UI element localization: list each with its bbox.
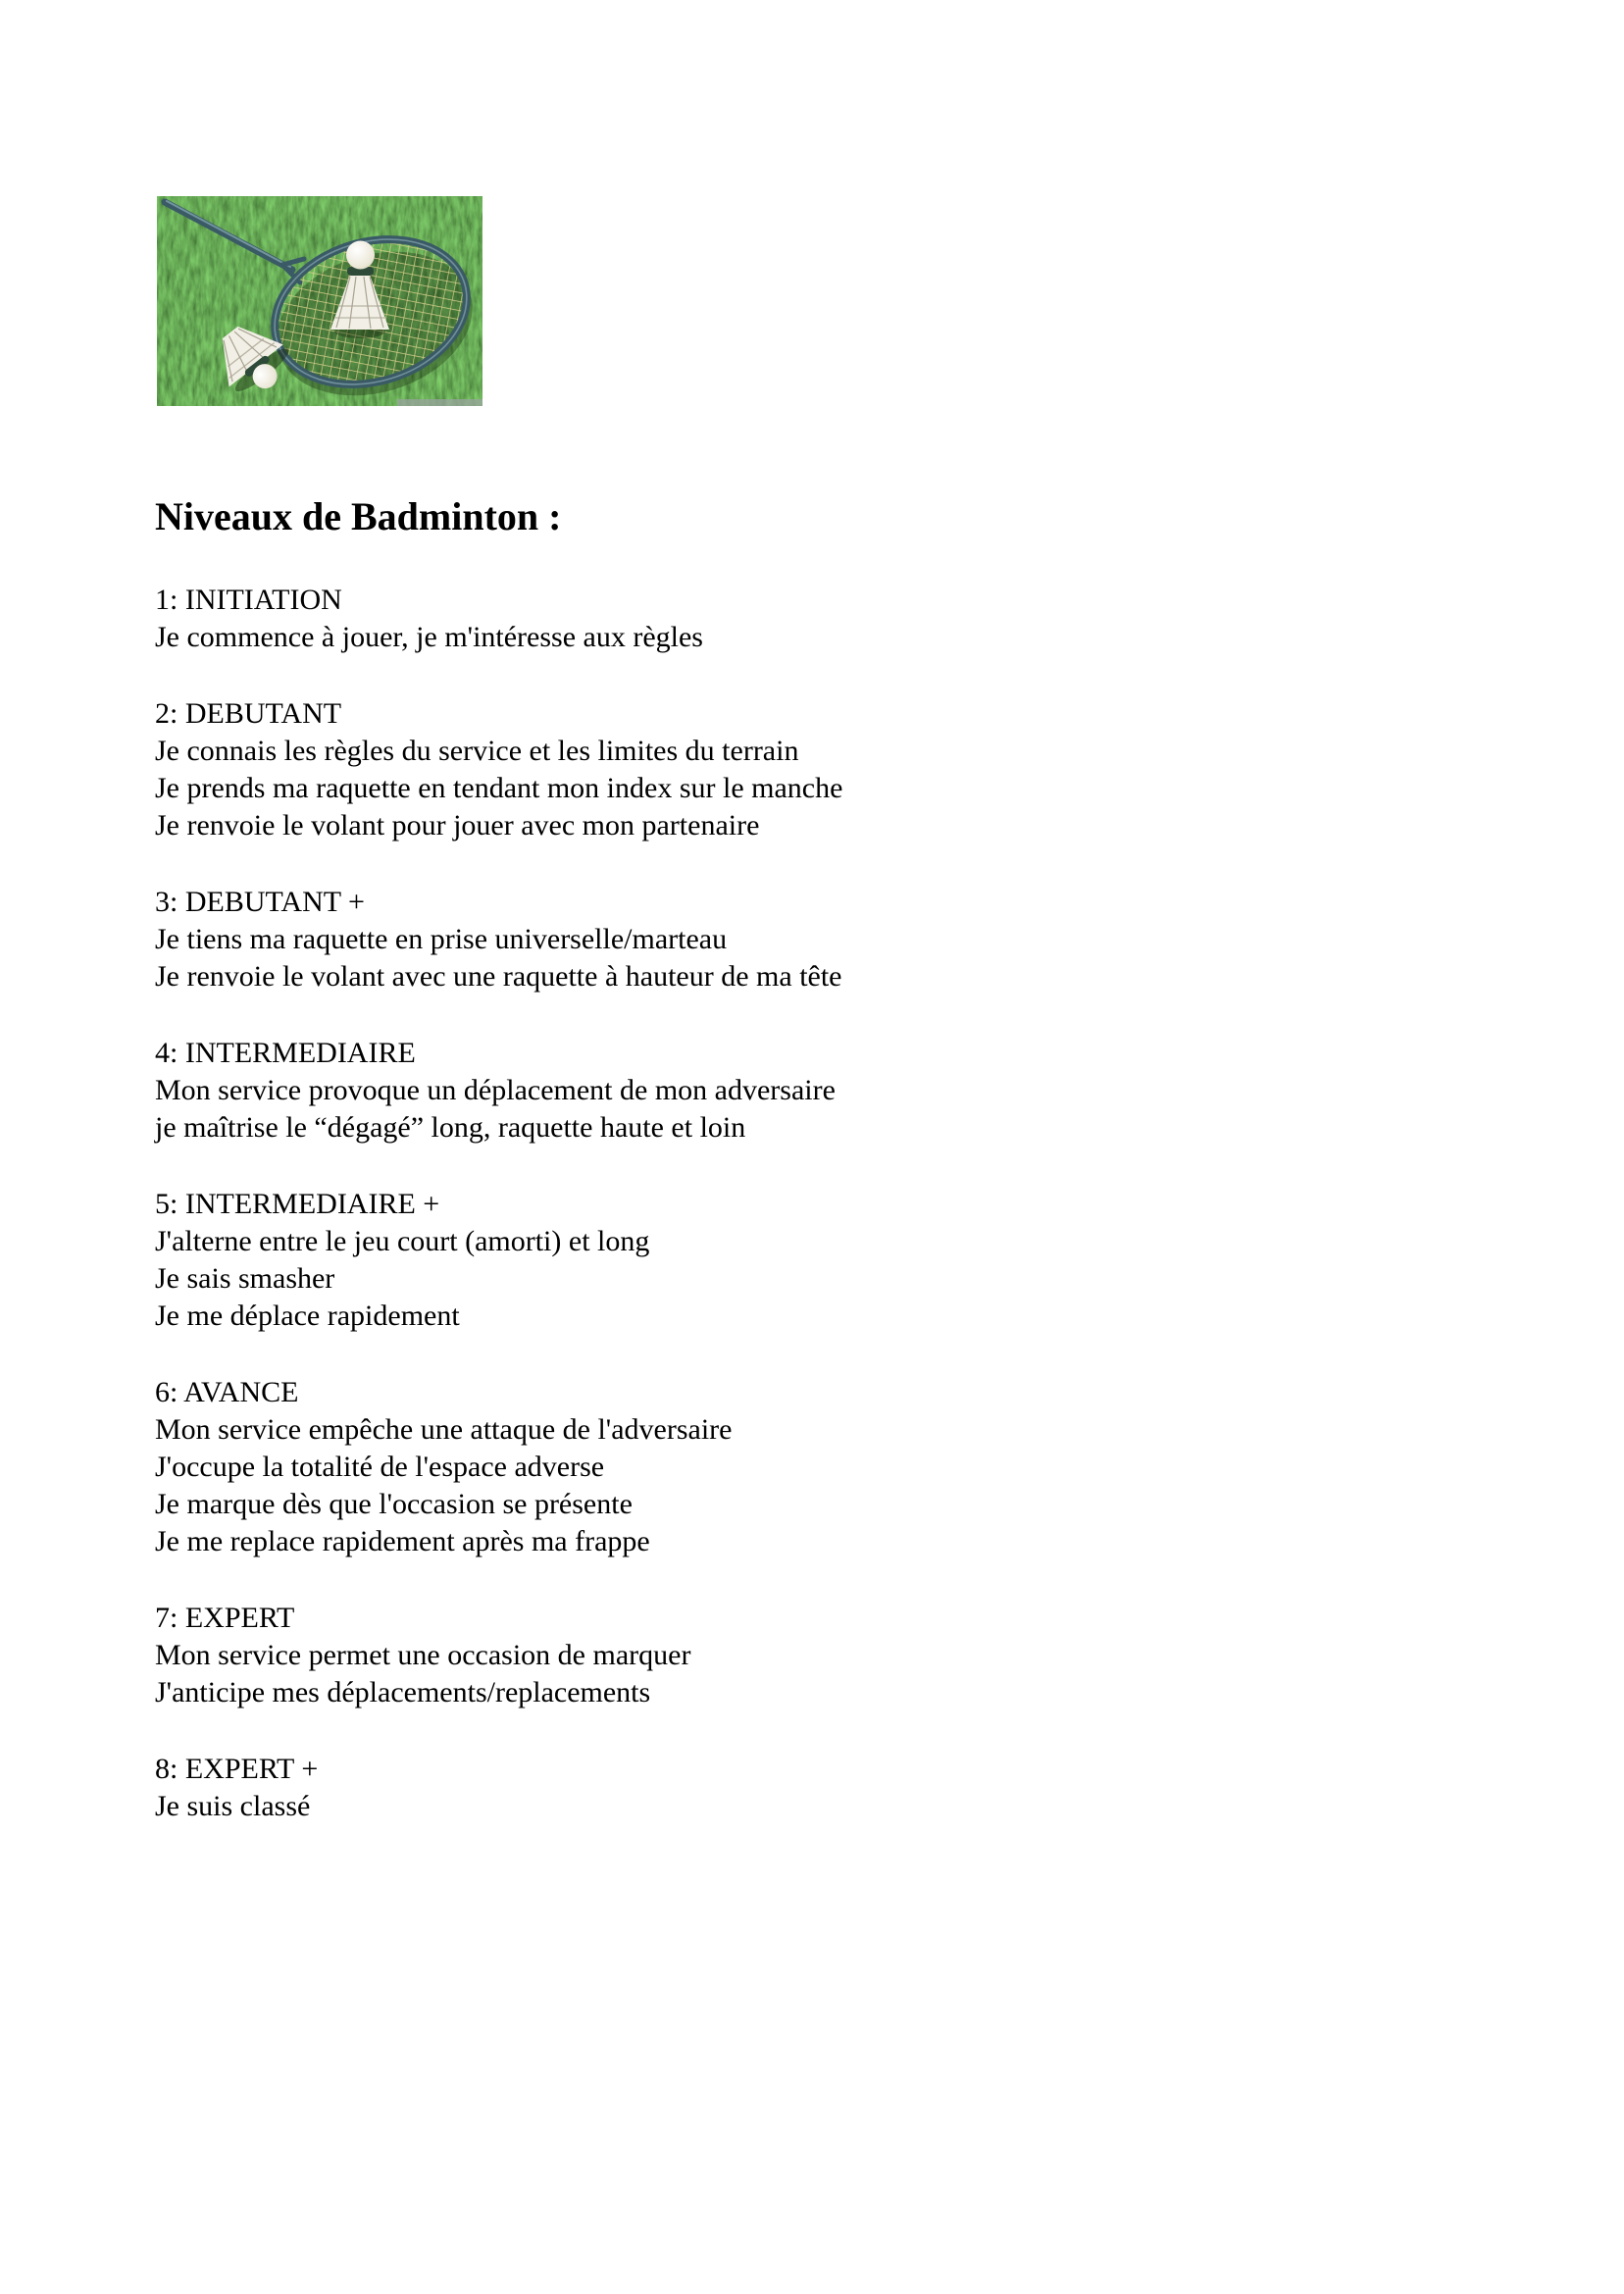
level-line: je maîtrise le “dégagé” long, raquette haute et loin: [155, 1111, 746, 1144]
level-line: Je me déplace rapidement: [155, 1300, 460, 1332]
level-section-3: [155, 884, 1234, 995]
level-heading: 1: INITIATION: [155, 584, 342, 616]
level-section-1: [155, 582, 1234, 656]
level-section-7: [155, 1600, 1234, 1711]
level-line: Je marque dès que l'occasion se présente: [155, 1488, 633, 1520]
level-section-4: [155, 1035, 1234, 1147]
level-heading: 3: DEBUTANT +: [155, 886, 365, 918]
level-line: Je prends ma raquette en tendant mon index sur le manche: [155, 772, 843, 804]
level-line: J'alterne entre le jeu court (amorti) et long: [155, 1225, 650, 1257]
level-line: Je connais les règles du service et les limites du terrain: [155, 735, 799, 767]
level-heading: 7: EXPERT: [155, 1602, 295, 1634]
level-section-5: [155, 1186, 1234, 1335]
document-body: [155, 495, 1234, 1864]
level-heading: 5: INTERMEDIAIRE +: [155, 1188, 440, 1220]
level-section-2: [155, 695, 1234, 844]
badminton-photo: [157, 196, 482, 406]
photo-edge-strip: [397, 399, 482, 406]
level-heading: 4: INTERMEDIAIRE: [155, 1037, 416, 1069]
page-title: Niveaux de Badminton :: [155, 494, 562, 538]
level-line: Je commence à jouer, je m'intéresse aux règles: [155, 621, 703, 653]
level-heading: 8: EXPERT +: [155, 1753, 319, 1785]
level-line: Je me replace rapidement après ma frappe: [155, 1525, 650, 1557]
level-line: Mon service empêche une attaque de l'adversaire: [155, 1413, 733, 1446]
level-line: J'anticipe mes déplacements/replacements: [155, 1676, 651, 1708]
level-heading: 6: AVANCE: [155, 1376, 299, 1408]
level-line: J'occupe la totalité de l'espace adverse: [155, 1451, 605, 1483]
level-line: Je suis classé: [155, 1790, 311, 1822]
level-line: Mon service permet une occasion de marquer: [155, 1639, 691, 1671]
level-line: Je sais smasher: [155, 1262, 335, 1295]
level-line: Je renvoie le volant avec une raquette à hauteur de ma tête: [155, 960, 842, 993]
level-section-8: [155, 1751, 1234, 1825]
level-line: Mon service provoque un déplacement de mon adversaire: [155, 1074, 836, 1106]
level-heading: 2: DEBUTANT: [155, 697, 342, 730]
level-line: Je renvoie le volant pour jouer avec mon partenaire: [155, 809, 760, 841]
level-section-6: [155, 1374, 1234, 1560]
level-line: Je tiens ma raquette en prise universelle/marteau: [155, 923, 728, 955]
